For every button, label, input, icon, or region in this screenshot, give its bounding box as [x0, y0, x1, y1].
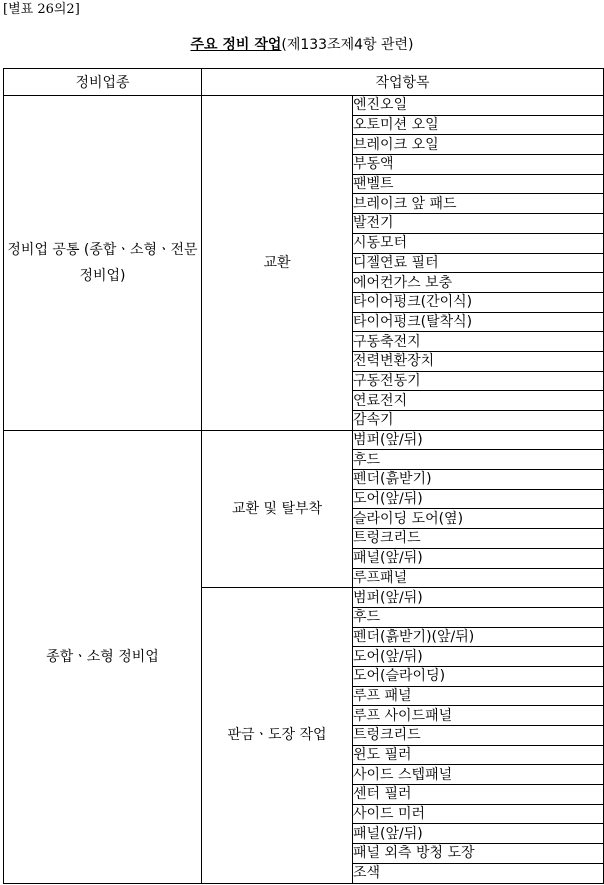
work-item-cell: 루프 패널: [353, 686, 604, 706]
work-item-cell: 범퍼(앞/뒤): [353, 430, 604, 450]
work-item-cell: 조색: [353, 863, 604, 883]
work-item-cell: 구동축전지: [353, 332, 604, 352]
work-item-cell: 트렁크리드: [353, 529, 604, 549]
work-item-cell: 패널(앞/뒤): [353, 824, 604, 844]
work-item-cell: 사이드 미러: [353, 804, 604, 824]
work-item-cell: 도어(앞/뒤): [353, 489, 604, 509]
header-work-items: 작업항목: [202, 69, 604, 96]
work-item-cell: 타이어펑크(탈착식): [353, 312, 604, 332]
table-body: [4, 96, 604, 884]
work-item-cell: 시동모터: [353, 233, 604, 253]
work-item-cell: 디젤연료 필터: [353, 253, 604, 273]
work-category-cell: 판금ㆍ도장 작업: [202, 588, 353, 883]
header-row: [4, 69, 604, 96]
work-category-cell: 교환 및 탈부착: [202, 430, 353, 588]
maintenance-work-table: [3, 68, 604, 884]
work-item-cell: 범퍼(앞/뒤): [353, 588, 604, 608]
work-item-cell: 연료전지: [353, 391, 604, 411]
work-item-cell: 도어(앞/뒤): [353, 647, 604, 667]
appendix-reference: [별표 26의2]: [3, 2, 80, 17]
title-subtitle: (제133조제4항 관련): [281, 37, 414, 53]
work-item-cell: 후드: [353, 607, 604, 627]
work-item-cell: 사이드 스텝패널: [353, 765, 604, 785]
work-item-cell: 센터 필러: [353, 785, 604, 805]
work-item-cell: 펜더(흙받기)(앞/뒤): [353, 627, 604, 647]
work-item-cell: 패널 외측 방청 도장: [353, 844, 604, 864]
document-title: [0, 36, 604, 54]
work-item-cell: 오토미션 오일: [353, 115, 604, 135]
work-item-cell: 엔진오일: [353, 96, 604, 116]
work-item-cell: 브레이크 오일: [353, 135, 604, 155]
work-item-cell: 에어컨가스 보충: [353, 273, 604, 293]
work-item-cell: 브레이크 앞 패드: [353, 194, 604, 214]
work-item-cell: 트렁크리드: [353, 726, 604, 746]
work-item-cell: 슬라이딩 도어(옆): [353, 509, 604, 529]
work-item-cell: 전력변환장치: [353, 351, 604, 371]
work-item-cell: 타이어펑크(간이식): [353, 292, 604, 312]
table-row: [4, 96, 604, 116]
work-item-cell: 펜더(흙받기): [353, 470, 604, 490]
business-type-cell: 정비업 공통 (종합ㆍ소형ㆍ전문 정비업): [4, 96, 202, 431]
work-item-cell: 도어(슬라이딩): [353, 666, 604, 686]
work-item-cell: 구동전동기: [353, 371, 604, 391]
title-main: 주요 정비 작업: [190, 37, 282, 53]
work-item-cell: 루프패널: [353, 568, 604, 588]
table-row: [4, 430, 604, 450]
work-category-cell: 교환: [202, 96, 353, 431]
work-item-cell: 패널(앞/뒤): [353, 548, 604, 568]
work-item-cell: 윈도 필러: [353, 745, 604, 765]
work-item-cell: 팬벨트: [353, 174, 604, 194]
header-business-type: 정비업종: [4, 69, 202, 96]
work-item-cell: 감속기: [353, 411, 604, 431]
work-item-cell: 발전기: [353, 214, 604, 234]
work-item-cell: 후드: [353, 450, 604, 470]
business-type-cell: 종합ㆍ소형 정비업: [4, 430, 202, 883]
work-item-cell: 루프 사이드패널: [353, 706, 604, 726]
work-item-cell: 부동액: [353, 155, 604, 175]
